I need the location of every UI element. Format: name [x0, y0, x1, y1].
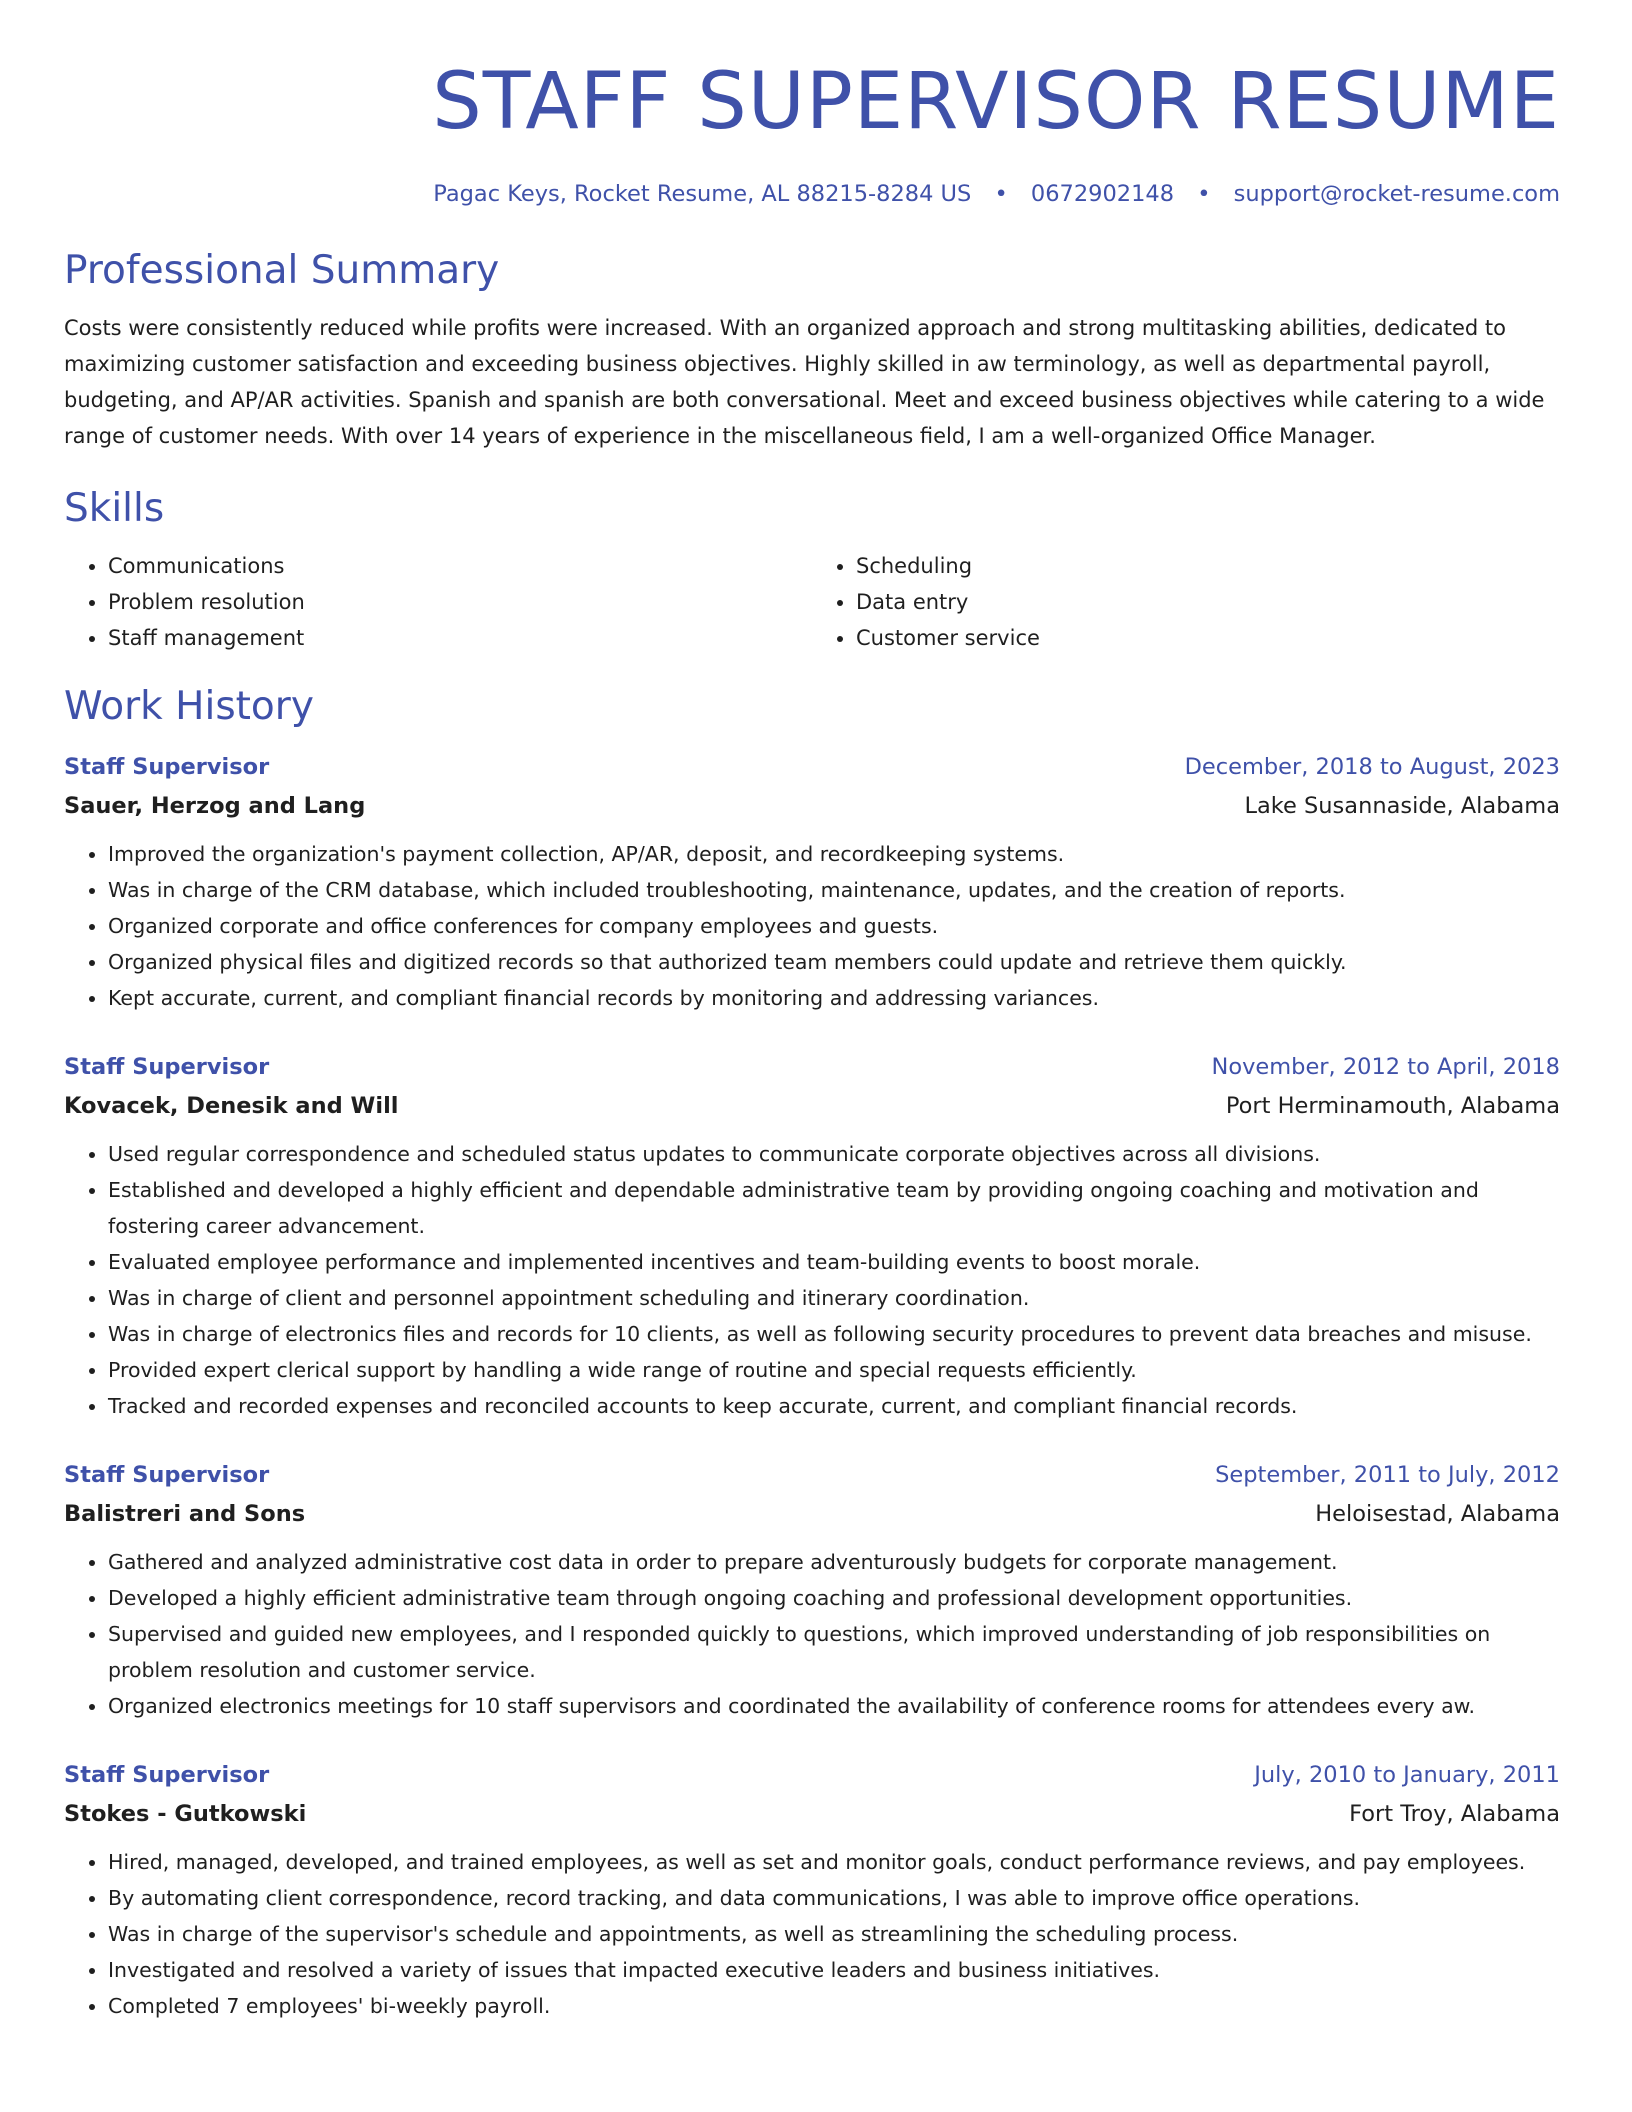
job-location: Heloisestad, Alabama — [1315, 1501, 1560, 1527]
contact-email[interactable]: support@rocket-resume.com — [1233, 181, 1560, 207]
job-bullet: • Gathered and analyzed administrative cost data in order to prepare adventurously budgets for corporate management. — [108, 1544, 1560, 1580]
contact-separator: • — [1197, 181, 1211, 207]
job-bullet: • Tracked and recorded expenses and reconciled accounts to keep accurate, current, and compliant financial records. — [108, 1388, 1560, 1424]
resume-title: STAFF SUPERVISOR RESUME — [432, 57, 1560, 147]
job-bullet: • Organized electronics meetings for 10 staff supervisors and coordinated the availability of conference rooms for attendees every aw. — [108, 1688, 1560, 1724]
resume-page — [64, 0, 1560, 2024]
skill-item: • Customer service — [856, 620, 1560, 656]
job-bullet: • Provided expert clerical support by handling a wide range of routine and special requests efficiently. — [108, 1352, 1560, 1388]
job-bullet: • Organized physical files and digitized records so that authorized team members could update and retrieve them quickly. — [108, 944, 1560, 980]
job-bullet: • Supervised and guided new employees, and I responded quickly to questions, which improved understanding of job responsibilities on problem resolution and customer service. — [108, 1616, 1560, 1688]
job-location: Lake Susannaside, Alabama — [1244, 793, 1560, 819]
job-location: Fort Troy, Alabama — [1349, 1801, 1560, 1827]
job-bullet: • Investigated and resolved a variety of issues that impacted executive leaders and business initiatives. — [108, 1952, 1560, 1988]
job-title: Staff Supervisor — [64, 1462, 270, 1488]
job-bullet: • Evaluated employee performance and implemented incentives and team-building events to boost morale. — [108, 1244, 1560, 1280]
job-bullet: • Hired, managed, developed, and trained employees, as well as set and monitor goals, conduct performance reviews, and pay employees. — [108, 1844, 1560, 1880]
contact-address: Pagac Keys, Rocket Resume, AL 88215-8284 US — [433, 181, 972, 207]
job-bullets — [64, 836, 1560, 1016]
job-bullet: • Completed 7 employees' bi-weekly payroll. — [108, 1988, 1560, 2024]
job-dates: December, 2018 to August, 2023 — [1184, 754, 1560, 780]
job-bullet: • Organized corporate and office conferences for company employees and guests. — [108, 908, 1560, 944]
contact-line — [64, 178, 1560, 210]
skill-item: • Staff management — [108, 620, 812, 656]
job-dates: September, 2011 to July, 2012 — [1215, 1462, 1560, 1488]
job-company: Balistreri and Sons — [64, 1501, 306, 1527]
job-bullet: • Used regular correspondence and scheduled status updates to communicate corporate objectives across all divisions. — [108, 1136, 1560, 1172]
contact-phone[interactable]: 0672902148 — [1030, 181, 1175, 207]
skill-item: • Scheduling — [856, 548, 1560, 584]
job-entry — [64, 1456, 1560, 1724]
job-bullets — [64, 1844, 1560, 2024]
job-bullets — [64, 1136, 1560, 1424]
job-dates: November, 2012 to April, 2018 — [1211, 1054, 1560, 1080]
job-company: Kovacek, Denesik and Will — [64, 1093, 399, 1119]
job-bullet: • By automating client correspondence, record tracking, and data communications, I was able to improve office operations. — [108, 1880, 1560, 1916]
summary-text: Costs were consistently reduced while profits were increased. With an organized approach and strong multitasking abilities, dedicated to maximizing customer satisfaction and exceeding business objectives. Highly skilled in aw terminology, as well as departmental payroll, budgeting, and AP/AR activities. Spanish and spanish are both conversational. Meet and exceed business objectives while catering to a wide range of customer needs. With over 14 years of experience in the miscellaneous field, I am a well-organized Office Manager. — [64, 316, 1545, 448]
job-bullet: • Was in charge of the supervisor's schedule and appointments, as well as streamlining the scheduling process. — [108, 1916, 1560, 1952]
job-bullets — [64, 1544, 1560, 1724]
job-title: Staff Supervisor — [64, 1762, 270, 1788]
job-company: Sauer, Herzog and Lang — [64, 793, 366, 819]
skills-column-right — [812, 548, 1560, 656]
contact-separator: • — [994, 181, 1008, 207]
job-location: Port Herminamouth, Alabama — [1225, 1093, 1560, 1119]
job-bullet: • Kept accurate, current, and compliant financial records by monitoring and addressing variances. — [108, 980, 1560, 1016]
job-bullet: • Was in charge of electronics files and records for 10 clients, as well as following security procedures to prevent data breaches and misuse. — [108, 1316, 1560, 1352]
job-bullet: • Improved the organization's payment collection, AP/AR, deposit, and recordkeeping systems. — [108, 836, 1560, 872]
job-entry — [64, 1048, 1560, 1424]
job-bullet: • Was in charge of the CRM database, which included troubleshooting, maintenance, updates, and the creation of reports. — [108, 872, 1560, 908]
job-entry — [64, 1756, 1560, 2024]
work-history-heading: Work History — [64, 684, 314, 729]
skill-item: • Communications — [108, 548, 812, 584]
job-company: Stokes - Gutkowski — [64, 1801, 307, 1827]
skill-item: • Problem resolution — [108, 584, 812, 620]
job-bullet: • Established and developed a highly efficient and dependable administrative team by providing ongoing coaching and motivation and fostering career advancement. — [108, 1172, 1560, 1244]
job-title: Staff Supervisor — [64, 1054, 270, 1080]
skills-heading: Skills — [64, 486, 165, 531]
job-bullet: • Was in charge of client and personnel appointment scheduling and itinerary coordination. — [108, 1280, 1560, 1316]
job-bullet: • Developed a highly efficient administrative team through ongoing coaching and professional development opportunities. — [108, 1580, 1560, 1616]
summary-heading: Professional Summary — [64, 248, 500, 293]
job-title: Staff Supervisor — [64, 754, 270, 780]
job-dates: July, 2010 to January, 2011 — [1254, 1762, 1560, 1788]
skill-item: • Data entry — [856, 584, 1560, 620]
job-entry — [64, 748, 1560, 1016]
skills-list — [64, 548, 1560, 656]
skills-column-left — [64, 548, 812, 656]
